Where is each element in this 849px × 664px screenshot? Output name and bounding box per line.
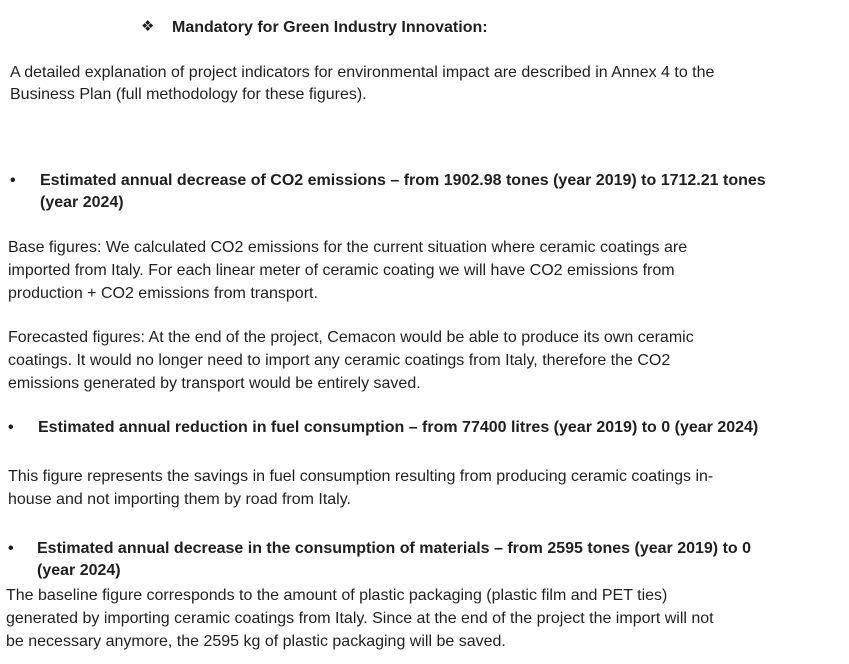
co2-base-line-1-text: Base figures: We calculated CO2 emissions for the current situation where ceramic coatings are [8, 239, 688, 256]
four-diamond-bullet-icon: ❖ [141, 18, 155, 35]
co2-forecast-line-1: Forecasted figures: At the end of the project, Cemacon would be able to produce its own ceramic [8, 329, 694, 346]
fuel-para-line-2: house and not importing them by road from Italy. [8, 491, 351, 508]
fuel-para-line-1: This figure represents the savings in fuel consumption resulting from producing ceramic coatings in- [8, 468, 714, 485]
indicator-materials-title-line-1: Estimated annual decrease in the consumption of materials – from 2595 tones (year 2019) to 0 [37, 540, 752, 557]
co2-forecast-line-2: coatings. It would no longer need to import any ceramic coatings from Italy, therefore the CO2 [8, 352, 671, 369]
section-heading: Mandatory for Green Industry Innovation: [172, 19, 488, 36]
co2-base-line-1 [8, 237, 813, 259]
indicator-materials-title-line-2: (year 2024) [37, 562, 121, 579]
materials-para-line-1: The baseline figure corresponds to the amount of plastic packaging (plastic film and PET ties) [6, 587, 668, 604]
intro-line-1: A detailed explanation of project indicators for environmental impact are described in Annex 4 to the [10, 64, 715, 81]
intro-line-2: Business Plan (full methodology for these figures). [10, 86, 367, 103]
co2-base-line-3: production + CO2 emissions from transport. [8, 285, 318, 302]
materials-para-line-3: be necessary anymore, the 2595 kg of plastic packaging will be saved. [6, 633, 506, 650]
bullet-icon: • [8, 419, 14, 436]
co2-base-line-2: imported from Italy. For each linear meter of ceramic coating we will have CO2 emissions from [8, 262, 675, 279]
indicator-co2-title-line-2: (year 2024) [40, 194, 124, 211]
co2-forecast-line-3: emissions generated by transport would be entirely saved. [8, 375, 421, 392]
indicator-fuel-title: Estimated annual reduction in fuel consumption – from 77400 litres (year 2019) to 0 (year 2024) [38, 419, 759, 436]
materials-para-line-2: generated by importing ceramic coatings from Italy. Since at the end of the project the import will not [6, 610, 714, 627]
indicator-co2-title-line-1: Estimated annual decrease of CO2 emissions – from 1902.98 tones (year 2019) to 1712.21 tones [40, 172, 766, 189]
bullet-icon: • [8, 540, 14, 557]
bullet-icon: • [10, 172, 16, 189]
